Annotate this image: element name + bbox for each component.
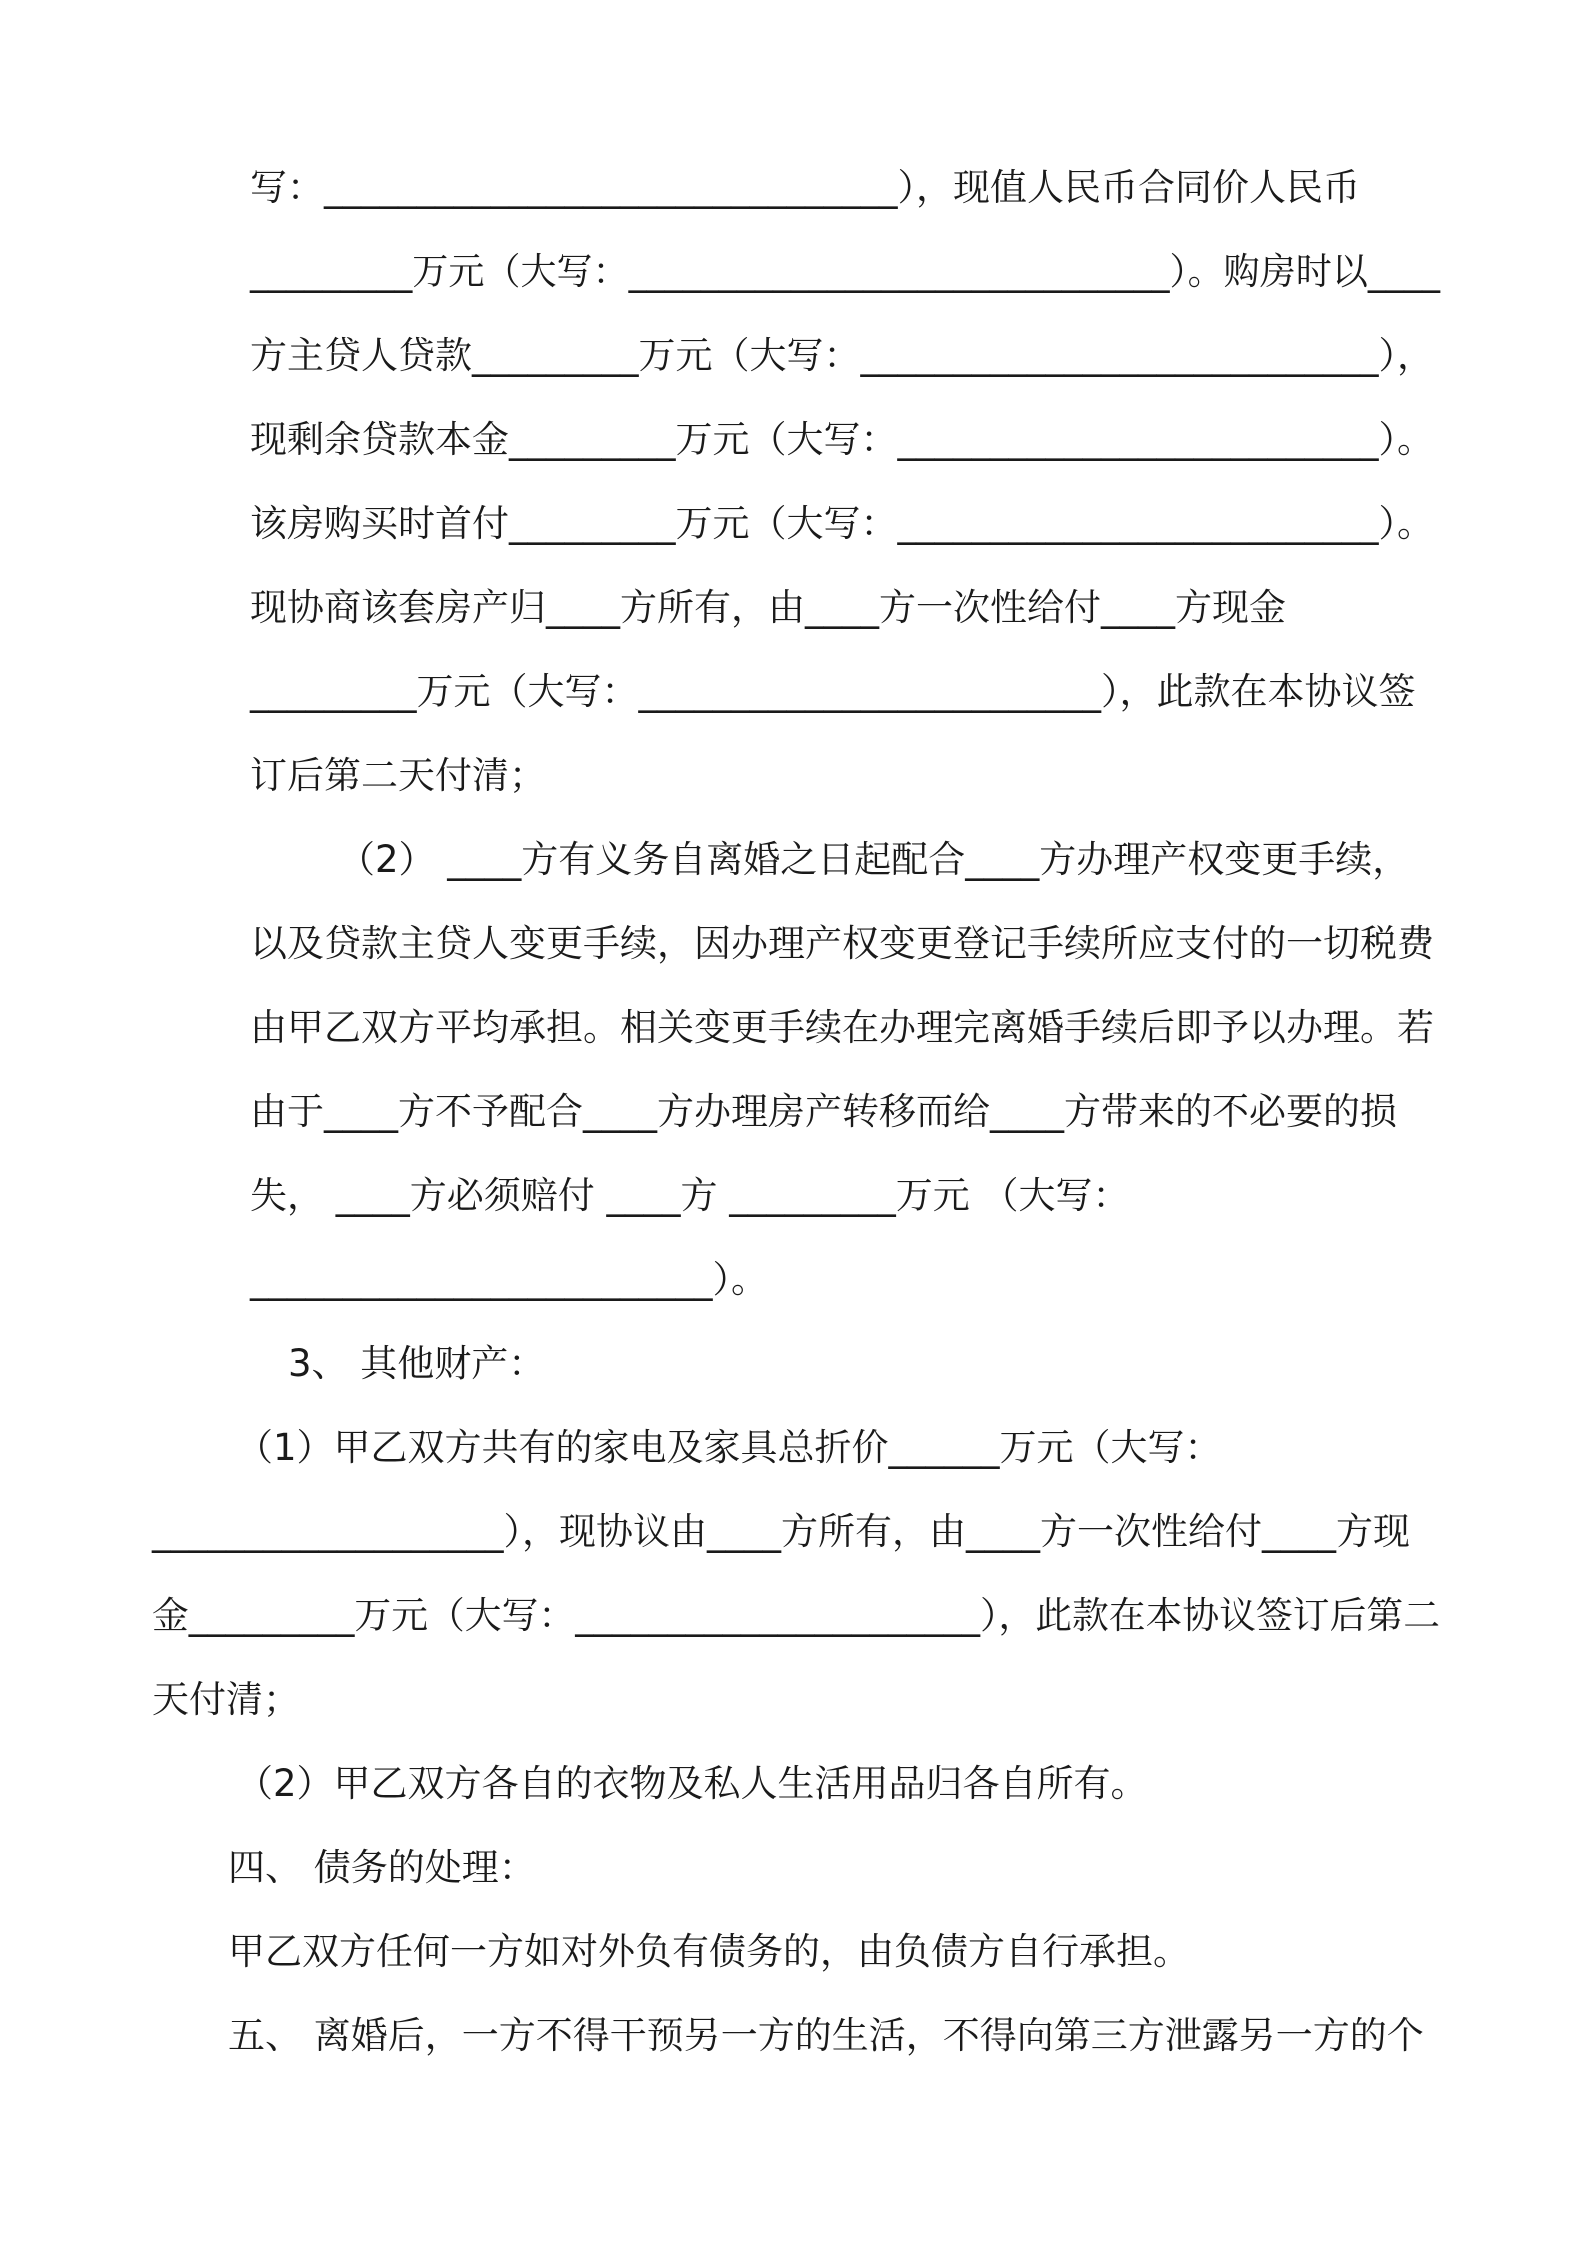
text-line: 天付清；: [152, 1678, 300, 1721]
text-line: 现剩余贷款本金_________万元（大写：__________________________）。: [250, 418, 1434, 461]
text-line: 五、 离婚后，一方不得干预另一方的生活，不得向第三方泄露另一方的个: [228, 2014, 1424, 2057]
text-line: 现协商该套房产归____方所有，由____方一次性给付____方现金: [250, 586, 1286, 629]
text-line: 订后第二天付清；: [250, 754, 546, 797]
text-line: 该房购买时首付_________万元（大写：__________________________）。: [250, 502, 1434, 545]
text-line: ___________________），现协议由____方所有，由____方一次性给付____方现: [152, 1510, 1410, 1553]
text-line: 甲乙双方任何一方如对外负有债务的，由负债方自行承担。: [228, 1930, 1190, 1973]
text-line: 由甲乙双方平均承担。相关变更手续在办理完离婚手续后即予以办理。若: [250, 1006, 1434, 1049]
text-line: （1）甲乙双方共有的家电及家具总折价______万元（大写：: [236, 1426, 1222, 1469]
text-line: 3、 其他财产：: [288, 1342, 546, 1385]
text-line: （2）甲乙双方各自的衣物及私人生活用品归各自所有。: [236, 1762, 1148, 1805]
text-line: 金_________万元（大写：______________________），此款在本协议签订后第二: [152, 1594, 1440, 1637]
text-line: 方主贷人贷款_________万元（大写：____________________________），: [250, 334, 1434, 377]
text-line: _________________________）。: [250, 1258, 768, 1301]
text-line: 四、 债务的处理：: [228, 1846, 536, 1889]
text-line: 写：_______________________________），现值人民币合同价人民币: [250, 166, 1360, 209]
text-line: _________万元（大写：_________________________），此款在本协议签: [250, 670, 1416, 713]
text-line: （2） ____方有义务自离婚之日起配合____方办理产权变更手续，: [338, 838, 1410, 881]
text-line: 由于____方不予配合____方办理房产转移而给____方带来的不必要的损: [250, 1090, 1397, 1133]
text-line: _________万元（大写：______________________________）。购房时以____: [250, 250, 1440, 293]
text-line: 以及贷款主贷人变更手续，因办理产权变更登记手续所应支付的一切税费: [250, 922, 1434, 965]
text-line: 失， ____方必须赔付 ____方 _________万元 （大写：: [250, 1174, 1130, 1217]
